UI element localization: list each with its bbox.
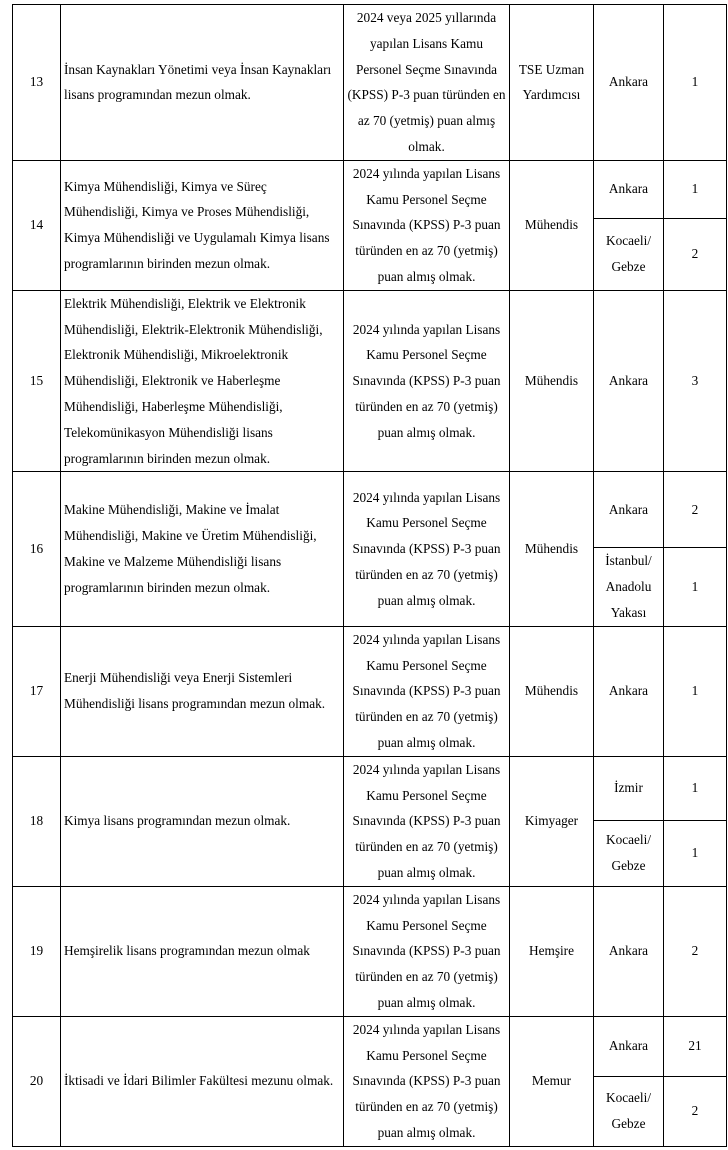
position-count: 1: [664, 548, 727, 626]
position-title: TSE Uzman Yardımcısı: [510, 5, 594, 161]
row-number: 20: [13, 1016, 61, 1146]
requirement-text: Makine Mühendisliği, Makine ve İmalat Mühendisliği, Makine ve Üretim Mühendisliği, Makine ve Malzeme Mühendisliği lisans programlarının birinden mezun olmak.: [61, 472, 344, 626]
position-count: 2: [664, 886, 727, 1016]
requirement-text: Elektrik Mühendisliği, Elektrik ve Elektronik Mühendisliği, Elektrik-Elektronik Mühendisliği, Elektronik Mühendisliği, Mikroelektronik Mühendisliği, Elektronik ve Haberleşme Mühendisliği, Haberleşme Mühendisliği, Telekomünikasyon Mühendisliği lisans programlarının birinden mezun olmak.: [61, 290, 344, 472]
position-count: 2: [664, 472, 727, 548]
table-row: [13, 886, 727, 1016]
row-number: 15: [13, 290, 61, 472]
position-count: 1: [664, 626, 727, 756]
position-count: 1: [664, 820, 727, 886]
row-number: 16: [13, 472, 61, 626]
positions-table: [12, 4, 727, 1147]
location-city: Ankara: [594, 472, 664, 548]
position-title: Mühendis: [510, 626, 594, 756]
position-count: 21: [664, 1016, 727, 1076]
table-row: [13, 290, 727, 472]
position-title: Mühendis: [510, 160, 594, 290]
position-title: Memur: [510, 1016, 594, 1146]
location-city: Kocaeli/ Gebze: [594, 1076, 664, 1146]
location-city: Ankara: [594, 5, 664, 161]
table-row: [13, 160, 727, 218]
position-count: 1: [664, 5, 727, 161]
exam-requirement: 2024 yılında yapılan Lisans Kamu Personel Seçme Sınavında (KPSS) P-3 puan türünden en az 70 (yetmiş) puan almış olmak.: [344, 1016, 510, 1146]
exam-requirement: 2024 yılında yapılan Lisans Kamu Personel Seçme Sınavında (KPSS) P-3 puan türünden en az 70 (yetmiş) puan almış olmak.: [344, 290, 510, 472]
table-row: [13, 756, 727, 820]
location-city: Ankara: [594, 886, 664, 1016]
exam-requirement: 2024 veya 2025 yıllarında yapılan Lisans Kamu Personel Seçme Sınavında (KPSS) P-3 puan türünden en az 70 (yetmiş) puan almış olmak.: [344, 5, 510, 161]
requirement-text: Kimya lisans programından mezun olmak.: [61, 756, 344, 886]
exam-requirement: 2024 yılında yapılan Lisans Kamu Personel Seçme Sınavında (KPSS) P-3 puan türünden en az 70 (yetmiş) puan almış olmak.: [344, 160, 510, 290]
exam-requirement: 2024 yılında yapılan Lisans Kamu Personel Seçme Sınavında (KPSS) P-3 puan türünden en az 70 (yetmiş) puan almış olmak.: [344, 756, 510, 886]
table-row: [13, 5, 727, 161]
position-count: 3: [664, 290, 727, 472]
row-number: 19: [13, 886, 61, 1016]
table-row: [13, 1016, 727, 1076]
position-count: 1: [664, 160, 727, 218]
requirement-text: Kimya Mühendisliği, Kimya ve Süreç Mühendisliği, Kimya ve Proses Mühendisliği, Kimya Mühendisliği ve Uygulamalı Kimya lisans programlarının birinden mezun olmak.: [61, 160, 344, 290]
row-number: 18: [13, 756, 61, 886]
location-city: Ankara: [594, 626, 664, 756]
location-city: İzmir: [594, 756, 664, 820]
position-title: Hemşire: [510, 886, 594, 1016]
table-row: [13, 626, 727, 756]
position-title: Mühendis: [510, 290, 594, 472]
row-number: 14: [13, 160, 61, 290]
location-city: Ankara: [594, 1016, 664, 1076]
position-count: 1: [664, 756, 727, 820]
position-title: Kimyager: [510, 756, 594, 886]
position-count: 2: [664, 1076, 727, 1146]
position-title: Mühendis: [510, 472, 594, 626]
row-number: 17: [13, 626, 61, 756]
requirement-text: İktisadi ve İdari Bilimler Fakültesi mezunu olmak.: [61, 1016, 344, 1146]
location-city: Ankara: [594, 290, 664, 472]
table-row: [13, 472, 727, 548]
requirement-text: İnsan Kaynakları Yönetimi veya İnsan Kaynakları lisans programından mezun olmak.: [61, 5, 344, 161]
location-city: Kocaeli/ Gebze: [594, 820, 664, 886]
requirement-text: Hemşirelik lisans programından mezun olmak: [61, 886, 344, 1016]
location-city: Kocaeli/ Gebze: [594, 218, 664, 290]
location-city: Ankara: [594, 160, 664, 218]
location-city: İstanbul/ Anadolu Yakası: [594, 548, 664, 626]
exam-requirement: 2024 yılında yapılan Lisans Kamu Personel Seçme Sınavında (KPSS) P-3 puan türünden en az 70 (yetmiş) puan almış olmak.: [344, 472, 510, 626]
requirement-text: Enerji Mühendisliği veya Enerji Sistemleri Mühendisliği lisans programından mezun olmak.: [61, 626, 344, 756]
row-number: 13: [13, 5, 61, 161]
exam-requirement: 2024 yılında yapılan Lisans Kamu Personel Seçme Sınavında (KPSS) P-3 puan türünden en az 70 (yetmiş) puan almış olmak.: [344, 626, 510, 756]
position-count: 2: [664, 218, 727, 290]
exam-requirement: 2024 yılında yapılan Lisans Kamu Personel Seçme Sınavında (KPSS) P-3 puan türünden en az 70 (yetmiş) puan almış olmak.: [344, 886, 510, 1016]
